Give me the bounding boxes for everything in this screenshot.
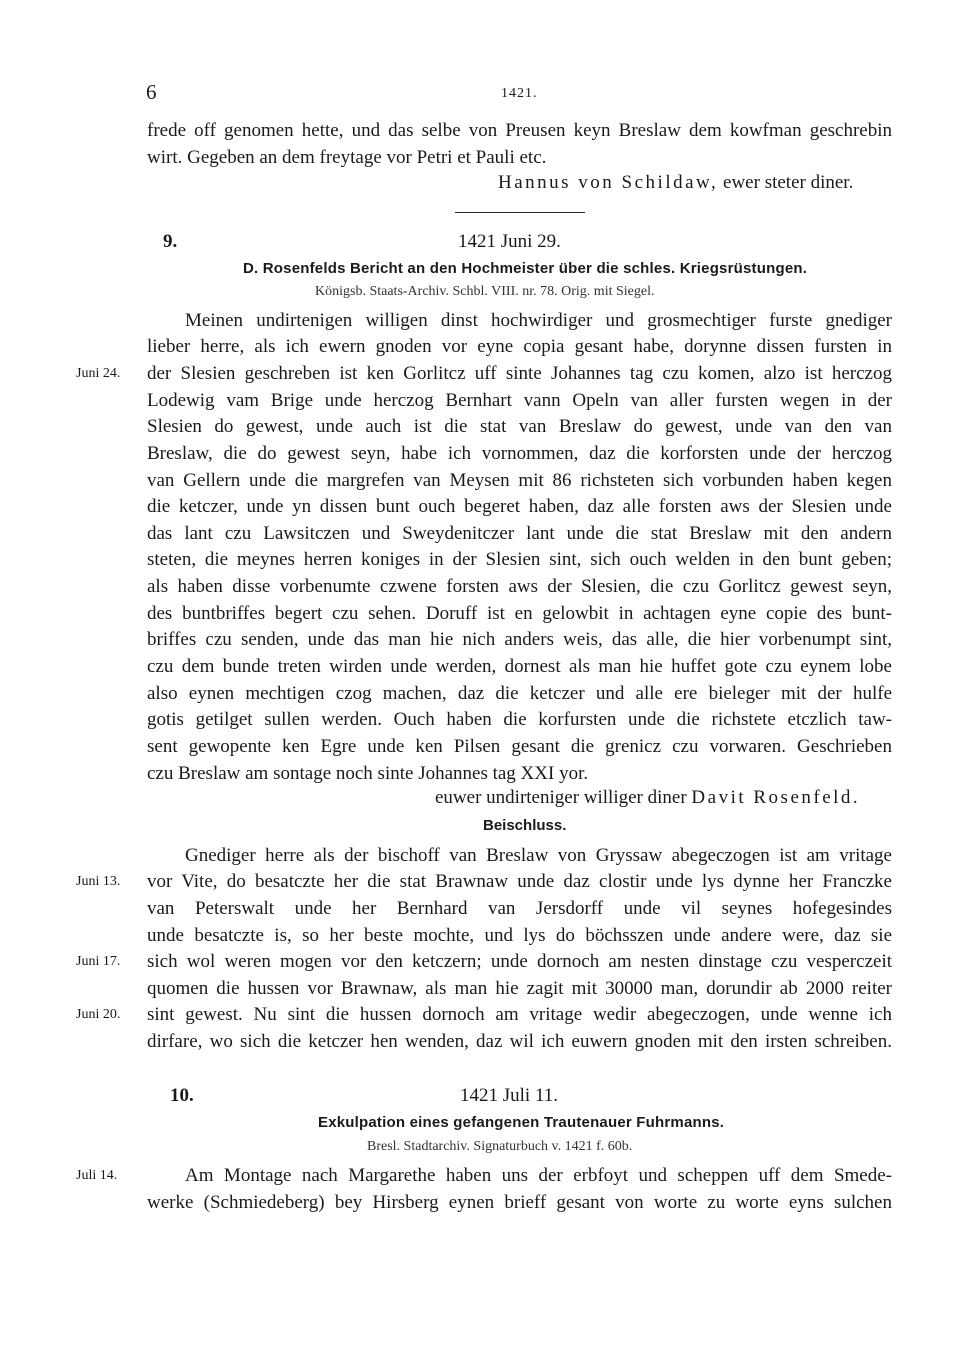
- body-line: der Slesien geschreben ist ken Gorlitcz uff sinte Johannes tag czu komen, alzo ist herczog: [147, 363, 892, 384]
- body-line: gotis getilget sullen werden. Ouch haben die korfursten unde die richstete etczlich taw-: [147, 709, 892, 730]
- body-line: frede off genomen hette, und das selbe von Preusen keyn Breslaw dem kowfman geschrebin: [147, 120, 892, 141]
- letter-signature: [435, 787, 860, 809]
- page-number: 6: [146, 80, 157, 104]
- source-citation: Bresl. Stadtarchiv. Signaturbuch v. 1421 f. 60b.: [367, 1139, 633, 1154]
- running-head: 1421.: [501, 86, 538, 101]
- body-line: steten, die meynes herren koniges in der Slesien sint, sich ouch welden in den bunt geben;: [147, 549, 892, 570]
- body-line: Meinen undirtenigen willigen dinst hochwirdiger und grosmechtiger furste gnediger: [185, 310, 892, 331]
- body-line: Slesien do gewest, unde auch ist die stat van Breslaw do gewest, unde van den van: [147, 416, 892, 437]
- body-line: werke (Schmiedeberg) bey Hirsberg eynen brieff gesant von worte zu worte eyns sulchen: [147, 1192, 892, 1213]
- margin-note: Juni 13.: [76, 874, 121, 889]
- body-line: sent gewopente ken Egre unde ken Pilsen gesant die grenicz czu vorwaren. Geschrieben: [147, 736, 892, 757]
- signature-name: Hannus von Schildaw,: [498, 172, 719, 193]
- margin-note: Juni 20.: [76, 1007, 121, 1022]
- margin-note: Juni 24.: [76, 366, 121, 381]
- body-line: vor Vite, do besatczte her die stat Brawnaw unde daz clostir unde lys dynne her Franczke: [147, 871, 892, 892]
- body-line: quomen die hussen vor Brawnaw, als man hie zagit mit 30000 man, dorundir ab 2000 reiter: [147, 978, 892, 999]
- body-line: des buntbriffes begert czu sehen. Doruff ist en gelowbit in achtagen eyne copie des bunt-: [147, 603, 892, 624]
- section-divider: [455, 212, 585, 213]
- body-line: van Gellern unde die margrefen van Meysen mit 86 richsteten sich vorbunden haben kegen: [147, 470, 892, 491]
- body-line: sich wol weren mogen vor den ketczern; unde dornoch am nesten dinstage czu vesperczeit: [147, 951, 892, 972]
- body-line: lieber herre, als ich ewern gnoden vor eyne copia gesant habe, dorynne dissen fursten in: [147, 336, 892, 357]
- body-line: Lodewig vam Brige unde herczog Bernhart vann Opeln van aller fursten wegen in der: [147, 390, 892, 411]
- body-line: Gnediger herre als der bischoff van Breslaw von Gryssaw abegeczogen ist am vritage: [185, 845, 892, 866]
- margin-note: Juli 14.: [76, 1168, 118, 1183]
- signature-name: Davit Rosenfeld.: [691, 787, 861, 808]
- document-number: 10.: [170, 1085, 194, 1106]
- document-title: Exkulpation eines gefangenen Trautenauer Fuhrmanns.: [318, 1114, 725, 1131]
- body-line: dirfare, wo sich die ketczer hen wenden, daz wil ich euwern gnoden mit den irsten schreiben.: [147, 1031, 892, 1052]
- body-line: als haben disse vorbenumte czwene forsten aws der Slesien, die czu Gorlitcz gewest seyn,: [147, 576, 892, 597]
- body-line: sint gewest. Nu sint die hussen dornoch am vritage wedir abegeczogen, unde wenne ich: [147, 1004, 892, 1025]
- body-line: czu dem bunde treten wirden unde werden, dornest als man hie huffet gote czu eynem lobe: [147, 656, 892, 677]
- document-number: 9.: [163, 231, 178, 252]
- body-line: unde besatczte is, so her beste mochte, und lys do böchsszen unde andere were, daz sie: [147, 925, 892, 946]
- document-date: 1421 Juni 29.: [458, 231, 561, 252]
- closing-signature: [498, 172, 853, 194]
- signature-prefix: euwer undirteniger williger diner: [435, 787, 692, 808]
- document-title: D. Rosenfelds Bericht an den Hochmeister über die schles. Kriegsrüstungen.: [243, 260, 808, 277]
- body-line: briffes czu senden, unde das man hie nich anders weis, das alle, die hier vorbenumpt sint,: [147, 629, 892, 650]
- body-line: van Peterswalt unde her Bernhard van Jersdorff unde vil seynes hofegesindes: [147, 898, 892, 919]
- body-line: Am Montage nach Margarethe haben uns der erbfoyt und scheppen uff dem Smede-: [185, 1165, 892, 1186]
- body-line: czu Breslaw am sontage noch sinte Johannes tag XXI yor.: [147, 763, 589, 784]
- body-line: wirt. Gegeben an dem freytage vor Petri et Pauli etc.: [147, 147, 547, 168]
- source-citation: Königsb. Staats-Archiv. Schbl. VIII. nr. 78. Orig. mit Siegel.: [315, 284, 655, 299]
- body-line: Breslaw, die do gewest seyn, habe ich vornommen, daz die korforsten unde der herczog: [147, 443, 892, 464]
- margin-note: Juni 17.: [76, 954, 121, 969]
- signature-rest: ewer steter diner.: [718, 172, 854, 193]
- body-line: das lant czu Lawsitczen und Sweydenitczer lant unde die stat Breslaw mit den andern: [147, 523, 892, 544]
- document-date: 1421 Juli 11.: [460, 1085, 558, 1106]
- body-line: die ketczer, unde yn dissen bunt ouch begeret haben, daz alle forsten aws der Slesien unde: [147, 496, 892, 517]
- beischluss-heading: Beischluss.: [483, 817, 567, 834]
- body-line: also eynen mechtigen czog machen, daz die ketczer und alle ere bieleger mit der hulfe: [147, 683, 892, 704]
